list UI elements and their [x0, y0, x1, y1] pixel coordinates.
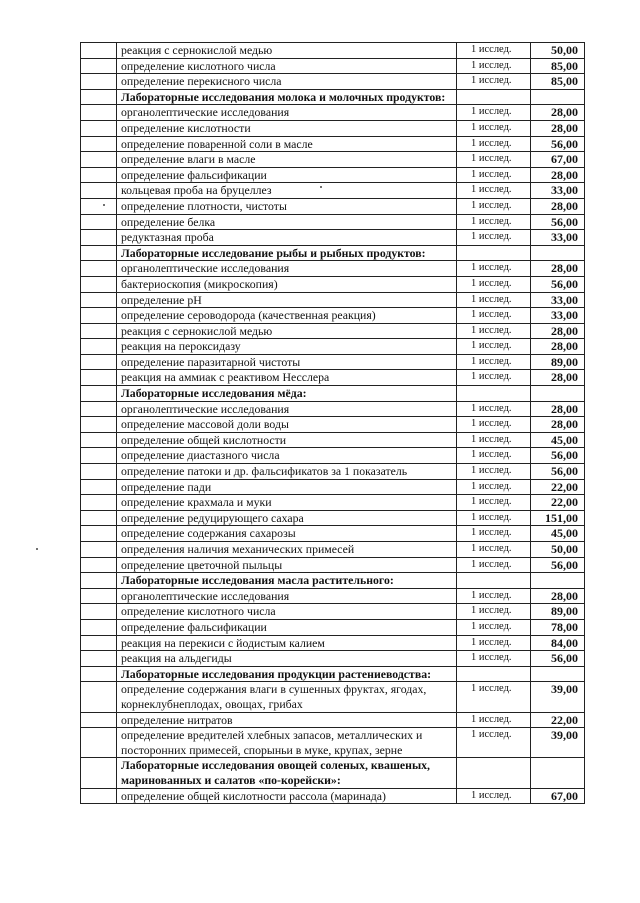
unit-cell: 1 исслед. [457, 354, 531, 370]
table-row [81, 292, 585, 308]
row-number-cell [81, 276, 117, 292]
table-row [81, 542, 585, 558]
unit-cell: 1 исслед. [457, 167, 531, 183]
row-number-cell [81, 89, 117, 105]
service-name: определение рН [117, 292, 457, 308]
table-row [81, 198, 585, 214]
row-number-cell [81, 120, 117, 136]
service-name: определение вредителей хлебных запасов, металлических и посторонних примесей, спорыньи в муке, крупах, зерне [117, 728, 457, 758]
unit-cell: 1 исслед. [457, 120, 531, 136]
unit-cell: 1 исслед. [457, 635, 531, 651]
row-number-cell [81, 58, 117, 74]
row-number-cell [81, 432, 117, 448]
table-row [81, 401, 585, 417]
service-name: определение перекисного числа [117, 74, 457, 90]
unit-cell: 1 исслед. [457, 401, 531, 417]
price-cell: 39,00 [531, 728, 585, 758]
table-row [81, 136, 585, 152]
table-row [81, 120, 585, 136]
table-row [81, 510, 585, 526]
price-list-sheet [80, 42, 584, 804]
row-number-cell [81, 542, 117, 558]
price-cell: 22,00 [531, 712, 585, 728]
row-number-cell [81, 619, 117, 635]
price-cell: 56,00 [531, 214, 585, 230]
price-cell: 45,00 [531, 526, 585, 542]
price-cell: 28,00 [531, 401, 585, 417]
table-row [81, 651, 585, 667]
section-heading-row [81, 758, 585, 788]
table-row [81, 339, 585, 355]
service-name: редуктазная проба [117, 230, 457, 246]
row-number-cell [81, 74, 117, 90]
scan-speck [36, 548, 38, 550]
unit-cell: 1 исслед. [457, 788, 531, 804]
row-number-cell [81, 43, 117, 59]
table-row [81, 354, 585, 370]
service-name: определение пади [117, 479, 457, 495]
row-number-cell [81, 758, 117, 788]
price-cell: 28,00 [531, 588, 585, 604]
table-row [81, 58, 585, 74]
service-name: определения наличия механических примесей [117, 542, 457, 558]
service-name: определение белка [117, 214, 457, 230]
service-name: реакция на пероксидазу [117, 339, 457, 355]
row-number-cell [81, 152, 117, 168]
row-number-cell [81, 354, 117, 370]
price-cell: 28,00 [531, 323, 585, 339]
section-title: Лабораторные исследования молока и молочных продуктов: [117, 89, 457, 105]
price-cell: 22,00 [531, 495, 585, 511]
row-number-cell [81, 495, 117, 511]
service-name: реакция на альдегиды [117, 651, 457, 667]
service-name: определение плотности, чистоты [117, 198, 457, 214]
service-name: реакция с сернокислой медью [117, 323, 457, 339]
unit-cell: 1 исслед. [457, 230, 531, 246]
unit-cell: 1 исслед. [457, 74, 531, 90]
service-name: определение кислотного числа [117, 604, 457, 620]
unit-cell: 1 исслед. [457, 339, 531, 355]
row-number-cell [81, 464, 117, 480]
section-heading-row [81, 386, 585, 402]
service-name: определение редуцирующего сахара [117, 510, 457, 526]
table-row [81, 183, 585, 199]
service-name: определение кислотного числа [117, 58, 457, 74]
row-number-cell [81, 651, 117, 667]
price-cell: 33,00 [531, 308, 585, 324]
scan-speck [103, 204, 105, 206]
price-cell: 39,00 [531, 682, 585, 712]
row-number-cell [81, 167, 117, 183]
row-number-cell [81, 666, 117, 682]
unit-cell: 1 исслед. [457, 292, 531, 308]
table-row [81, 557, 585, 573]
table-row [81, 432, 585, 448]
price-cell: 89,00 [531, 604, 585, 620]
table-row [81, 448, 585, 464]
section-heading-row [81, 573, 585, 589]
unit-cell: 1 исслед. [457, 604, 531, 620]
service-name: органолептические исследования [117, 588, 457, 604]
row-number-cell [81, 105, 117, 121]
table-row [81, 417, 585, 433]
service-name: определение поваренной соли в масле [117, 136, 457, 152]
unit-cell: 1 исслед. [457, 136, 531, 152]
unit-cell: 1 исслед. [457, 308, 531, 324]
price-cell [531, 666, 585, 682]
section-title: Лабораторные исследования овощей соленых, квашеных, маринованных и салатов «по-корейски»: [117, 758, 457, 788]
unit-cell: 1 исслед. [457, 479, 531, 495]
service-name: бактериоскопия (микроскопия) [117, 276, 457, 292]
service-name: органолептические исследования [117, 105, 457, 121]
price-cell: 56,00 [531, 276, 585, 292]
row-number-cell [81, 788, 117, 804]
service-name: органолептические исследования [117, 261, 457, 277]
price-cell: 151,00 [531, 510, 585, 526]
unit-cell: 1 исслед. [457, 526, 531, 542]
unit-cell: 1 исслед. [457, 152, 531, 168]
row-number-cell [81, 308, 117, 324]
row-number-cell [81, 417, 117, 433]
price-cell: 78,00 [531, 619, 585, 635]
unit-cell: 1 исслед. [457, 728, 531, 758]
table-row [81, 276, 585, 292]
service-name: определение влаги в масле [117, 152, 457, 168]
price-cell: 28,00 [531, 167, 585, 183]
row-number-cell [81, 245, 117, 261]
price-cell: 33,00 [531, 230, 585, 246]
unit-cell: 1 исслед. [457, 214, 531, 230]
unit-cell: 1 исслед. [457, 448, 531, 464]
table-row [81, 604, 585, 620]
price-cell: 45,00 [531, 432, 585, 448]
table-row [81, 370, 585, 386]
row-number-cell [81, 136, 117, 152]
unit-cell: 1 исслед. [457, 619, 531, 635]
unit-cell: 1 исслед. [457, 276, 531, 292]
service-name: определение содержания сахарозы [117, 526, 457, 542]
section-heading-row [81, 666, 585, 682]
row-number-cell [81, 323, 117, 339]
row-number-cell [81, 588, 117, 604]
price-cell: 28,00 [531, 370, 585, 386]
section-title: Лабораторные исследования мёда: [117, 386, 457, 402]
service-name: определение сероводорода (качественная реакция) [117, 308, 457, 324]
unit-cell: 1 исслед. [457, 183, 531, 199]
unit-cell [457, 245, 531, 261]
price-cell: 28,00 [531, 105, 585, 121]
table-row [81, 588, 585, 604]
unit-cell: 1 исслед. [457, 261, 531, 277]
service-name: определение фальсификации [117, 167, 457, 183]
section-heading-row [81, 245, 585, 261]
unit-cell: 1 исслед. [457, 370, 531, 386]
service-name: реакция на перекиси с йодистым калием [117, 635, 457, 651]
unit-cell: 1 исслед. [457, 464, 531, 480]
price-cell: 50,00 [531, 43, 585, 59]
section-title: Лабораторные исследования продукции растениеводства: [117, 666, 457, 682]
row-number-cell [81, 682, 117, 712]
table-row [81, 526, 585, 542]
service-name: реакция с сернокислой медью [117, 43, 457, 59]
unit-cell [457, 666, 531, 682]
row-number-cell [81, 448, 117, 464]
price-cell: 85,00 [531, 58, 585, 74]
price-cell [531, 758, 585, 788]
service-name: определение нитратов [117, 712, 457, 728]
service-name: определение цветочной пыльцы [117, 557, 457, 573]
price-cell: 28,00 [531, 417, 585, 433]
price-cell: 56,00 [531, 448, 585, 464]
unit-cell: 1 исслед. [457, 43, 531, 59]
table-row [81, 788, 585, 804]
table-row [81, 635, 585, 651]
service-name: определение диастазного числа [117, 448, 457, 464]
table-row [81, 308, 585, 324]
table-row [81, 105, 585, 121]
table-row [81, 464, 585, 480]
unit-cell: 1 исслед. [457, 495, 531, 511]
row-number-cell [81, 604, 117, 620]
price-cell: 56,00 [531, 464, 585, 480]
price-cell: 56,00 [531, 557, 585, 573]
unit-cell: 1 исслед. [457, 682, 531, 712]
service-name: органолептические исследования [117, 401, 457, 417]
unit-cell: 1 исслед. [457, 542, 531, 558]
row-number-cell [81, 261, 117, 277]
price-cell: 67,00 [531, 152, 585, 168]
price-cell [531, 573, 585, 589]
service-name: реакция на аммиак с реактивом Несслера [117, 370, 457, 386]
scan-speck [320, 186, 322, 188]
row-number-cell [81, 557, 117, 573]
service-name: определение общей кислотности [117, 432, 457, 448]
unit-cell [457, 573, 531, 589]
unit-cell: 1 исслед. [457, 712, 531, 728]
service-name: кольцевая проба на бруцеллез [117, 183, 457, 199]
table-row [81, 230, 585, 246]
price-cell: 28,00 [531, 339, 585, 355]
price-cell: 84,00 [531, 635, 585, 651]
service-name: определение крахмала и муки [117, 495, 457, 511]
table-row [81, 712, 585, 728]
service-name: определение общей кислотности рассола (маринада) [117, 788, 457, 804]
table-row [81, 479, 585, 495]
price-cell: 85,00 [531, 74, 585, 90]
unit-cell [457, 758, 531, 788]
unit-cell: 1 исслед. [457, 510, 531, 526]
table-row [81, 43, 585, 59]
service-name: определение содержания влаги в сушенных фруктах, ягодах, корнеклубнеплодах, овощах, грибах [117, 682, 457, 712]
price-cell: 56,00 [531, 651, 585, 667]
table-row [81, 495, 585, 511]
unit-cell [457, 386, 531, 402]
row-number-cell [81, 510, 117, 526]
price-cell [531, 89, 585, 105]
section-title: Лабораторные исследования масла растительного: [117, 573, 457, 589]
row-number-cell [81, 635, 117, 651]
service-name: определение патоки и др. фальсификатов за 1 показатель [117, 464, 457, 480]
row-number-cell [81, 214, 117, 230]
table-row [81, 682, 585, 712]
section-heading-row [81, 89, 585, 105]
row-number-cell [81, 183, 117, 199]
row-number-cell [81, 370, 117, 386]
price-cell: 89,00 [531, 354, 585, 370]
price-cell: 56,00 [531, 136, 585, 152]
price-cell [531, 245, 585, 261]
row-number-cell [81, 230, 117, 246]
price-table-body [81, 43, 585, 804]
price-cell: 28,00 [531, 198, 585, 214]
service-name: определение фальсификации [117, 619, 457, 635]
service-name: определение массовой доли воды [117, 417, 457, 433]
unit-cell [457, 89, 531, 105]
row-number-cell [81, 198, 117, 214]
row-number-cell [81, 479, 117, 495]
table-row [81, 152, 585, 168]
unit-cell: 1 исслед. [457, 432, 531, 448]
price-cell: 28,00 [531, 120, 585, 136]
price-table [80, 42, 585, 804]
service-name: определение кислотности [117, 120, 457, 136]
row-number-cell [81, 712, 117, 728]
unit-cell: 1 исслед. [457, 198, 531, 214]
table-row [81, 261, 585, 277]
row-number-cell [81, 339, 117, 355]
price-cell: 33,00 [531, 183, 585, 199]
unit-cell: 1 исслед. [457, 417, 531, 433]
price-cell: 33,00 [531, 292, 585, 308]
table-row [81, 214, 585, 230]
table-row [81, 619, 585, 635]
row-number-cell [81, 728, 117, 758]
unit-cell: 1 исслед. [457, 557, 531, 573]
unit-cell: 1 исслед. [457, 58, 531, 74]
row-number-cell [81, 573, 117, 589]
unit-cell: 1 исслед. [457, 651, 531, 667]
row-number-cell [81, 526, 117, 542]
unit-cell: 1 исслед. [457, 105, 531, 121]
service-name: определение паразитарной чистоты [117, 354, 457, 370]
price-cell: 28,00 [531, 261, 585, 277]
table-row [81, 74, 585, 90]
price-cell: 67,00 [531, 788, 585, 804]
section-title: Лабораторные исследование рыбы и рыбных продуктов: [117, 245, 457, 261]
price-cell: 50,00 [531, 542, 585, 558]
table-row [81, 167, 585, 183]
unit-cell: 1 исслед. [457, 323, 531, 339]
row-number-cell [81, 386, 117, 402]
unit-cell: 1 исслед. [457, 588, 531, 604]
table-row [81, 323, 585, 339]
table-row [81, 728, 585, 758]
price-cell [531, 386, 585, 402]
row-number-cell [81, 292, 117, 308]
row-number-cell [81, 401, 117, 417]
price-cell: 22,00 [531, 479, 585, 495]
